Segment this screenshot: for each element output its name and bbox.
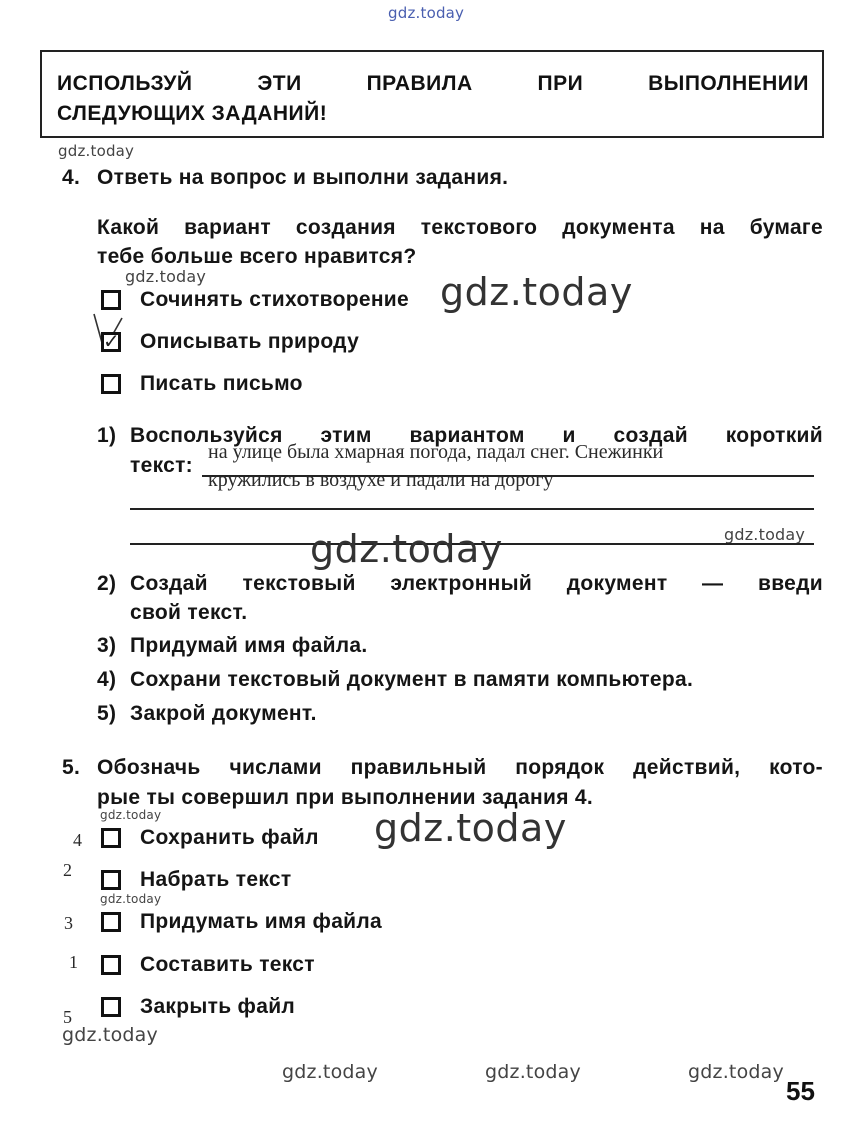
watermark: gdz.today [58, 142, 135, 160]
option-label-write-letter: Писать письмо [140, 372, 303, 395]
question-word: на [699, 216, 725, 239]
step-5-number: 5) [97, 702, 117, 725]
item-label-compose-text: Составить текст [140, 953, 315, 976]
question-word: создания [295, 216, 396, 239]
step-word: — [702, 572, 724, 595]
handwritten-answer-line2: кружились в воздухе и падали на дорогу [208, 469, 554, 491]
step-3-text: Придумай имя файла. [130, 634, 368, 657]
watermark-large: gdz.today [440, 270, 633, 314]
option-checkbox-compose-poem[interactable] [101, 290, 121, 310]
watermark: gdz.today [100, 808, 162, 822]
option-checkbox-write-letter[interactable] [101, 374, 121, 394]
question-word: бумаге [749, 216, 823, 239]
rules-word: ИСПОЛЬЗУЙ [57, 72, 193, 95]
handwritten-answer-line1: на улице была хмарная погода, падал снег. Снежинки [208, 441, 664, 463]
step-word: документ [566, 572, 668, 595]
rules-word: ЭТИ [257, 72, 302, 95]
step-word: вариантом [409, 424, 525, 447]
question-word: текстового [420, 216, 538, 239]
order-number: 2 [63, 860, 72, 880]
watermark-large: gdz.today [374, 806, 567, 850]
check-mark-icon: ✓ [103, 331, 120, 353]
step-word: этим [320, 424, 372, 447]
step-3-number: 3) [97, 634, 117, 657]
watermark-large: gdz.today [310, 527, 503, 571]
step-word: короткий [725, 424, 823, 447]
task5-line1 [97, 756, 823, 780]
page-number: 55 [786, 1076, 815, 1106]
step-4-number: 4) [97, 668, 117, 691]
step-2-line2: свой текст. [130, 601, 248, 624]
task4-question-line1 [97, 216, 823, 240]
order-number: 3 [64, 913, 73, 933]
option-label-compose-poem: Сочинять стихотворение [140, 288, 409, 311]
item-label-close-file: Закрыть файл [140, 995, 296, 1018]
step-1-line2: текст: [130, 454, 193, 477]
step-word: создай [613, 424, 688, 447]
step-word: Воспользуйся [130, 424, 283, 447]
step-word: Создай [130, 572, 208, 595]
item-label-name-file: Придумать имя файла [140, 910, 383, 933]
step-4-text: Сохрани текстовый документ в памяти компьютера. [130, 668, 694, 691]
order-number: 1 [69, 952, 78, 972]
step-word: электронный [390, 572, 533, 595]
step-1-number: 1) [97, 424, 117, 447]
step-2-number: 2) [97, 572, 117, 595]
item-label-type-text: Набрать текст [140, 868, 292, 891]
order-box-name-file[interactable] [101, 912, 121, 932]
task5-word: кото- [769, 756, 823, 779]
rules-word: ПРАВИЛА [366, 72, 473, 95]
watermark: gdz.today [688, 1061, 784, 1083]
task5-word: правильный [350, 756, 487, 779]
order-box-type-text[interactable] [101, 870, 121, 890]
watermark: gdz.today [282, 1061, 378, 1083]
step-5-text: Закрой документ. [130, 702, 317, 725]
rules-line-1 [57, 72, 809, 96]
question-word: вариант [184, 216, 271, 239]
task5-word: Обозначь [97, 756, 201, 779]
watermark: gdz.today [724, 525, 806, 544]
question-word: документа [562, 216, 675, 239]
watermark-top: gdz.today [388, 4, 465, 22]
task5-word: порядок [515, 756, 605, 779]
rules-line-2: СЛЕДУЮЩИХ ЗАДАНИЙ! [57, 102, 328, 125]
order-box-compose-text[interactable] [101, 955, 121, 975]
watermark: gdz.today [125, 267, 207, 286]
step-2-line1 [130, 572, 823, 596]
task4-number: 4. [62, 166, 81, 189]
watermark: gdz.today [100, 892, 162, 906]
step-word: и [562, 424, 576, 447]
task5-number: 5. [62, 756, 81, 779]
task4-title: Ответь на вопрос и выполни задания. [97, 166, 509, 189]
order-number: 5 [63, 1007, 72, 1027]
task5-line2: рые ты совершил при выполнении задания 4. [97, 786, 594, 809]
task4-question-line2: тебе больше всего нравится? [97, 245, 417, 268]
rules-word: ПРИ [537, 72, 584, 95]
step-word: введи [758, 572, 823, 595]
task5-word: числами [229, 756, 322, 779]
watermark: gdz.today [485, 1061, 581, 1083]
order-number: 4 [73, 830, 82, 850]
step-word: текстовый [242, 572, 356, 595]
item-label-save-file: Сохранить файл [140, 826, 319, 849]
order-box-close-file[interactable] [101, 997, 121, 1017]
answer-line-2 [130, 508, 814, 510]
task5-word: действий, [633, 756, 741, 779]
watermark: gdz.today [62, 1024, 158, 1046]
option-label-describe-nature: Описывать природу [140, 330, 360, 353]
rules-word: ВЫПОЛНЕНИИ [648, 72, 809, 95]
question-word: Какой [97, 216, 160, 239]
order-box-save-file[interactable] [101, 828, 121, 848]
